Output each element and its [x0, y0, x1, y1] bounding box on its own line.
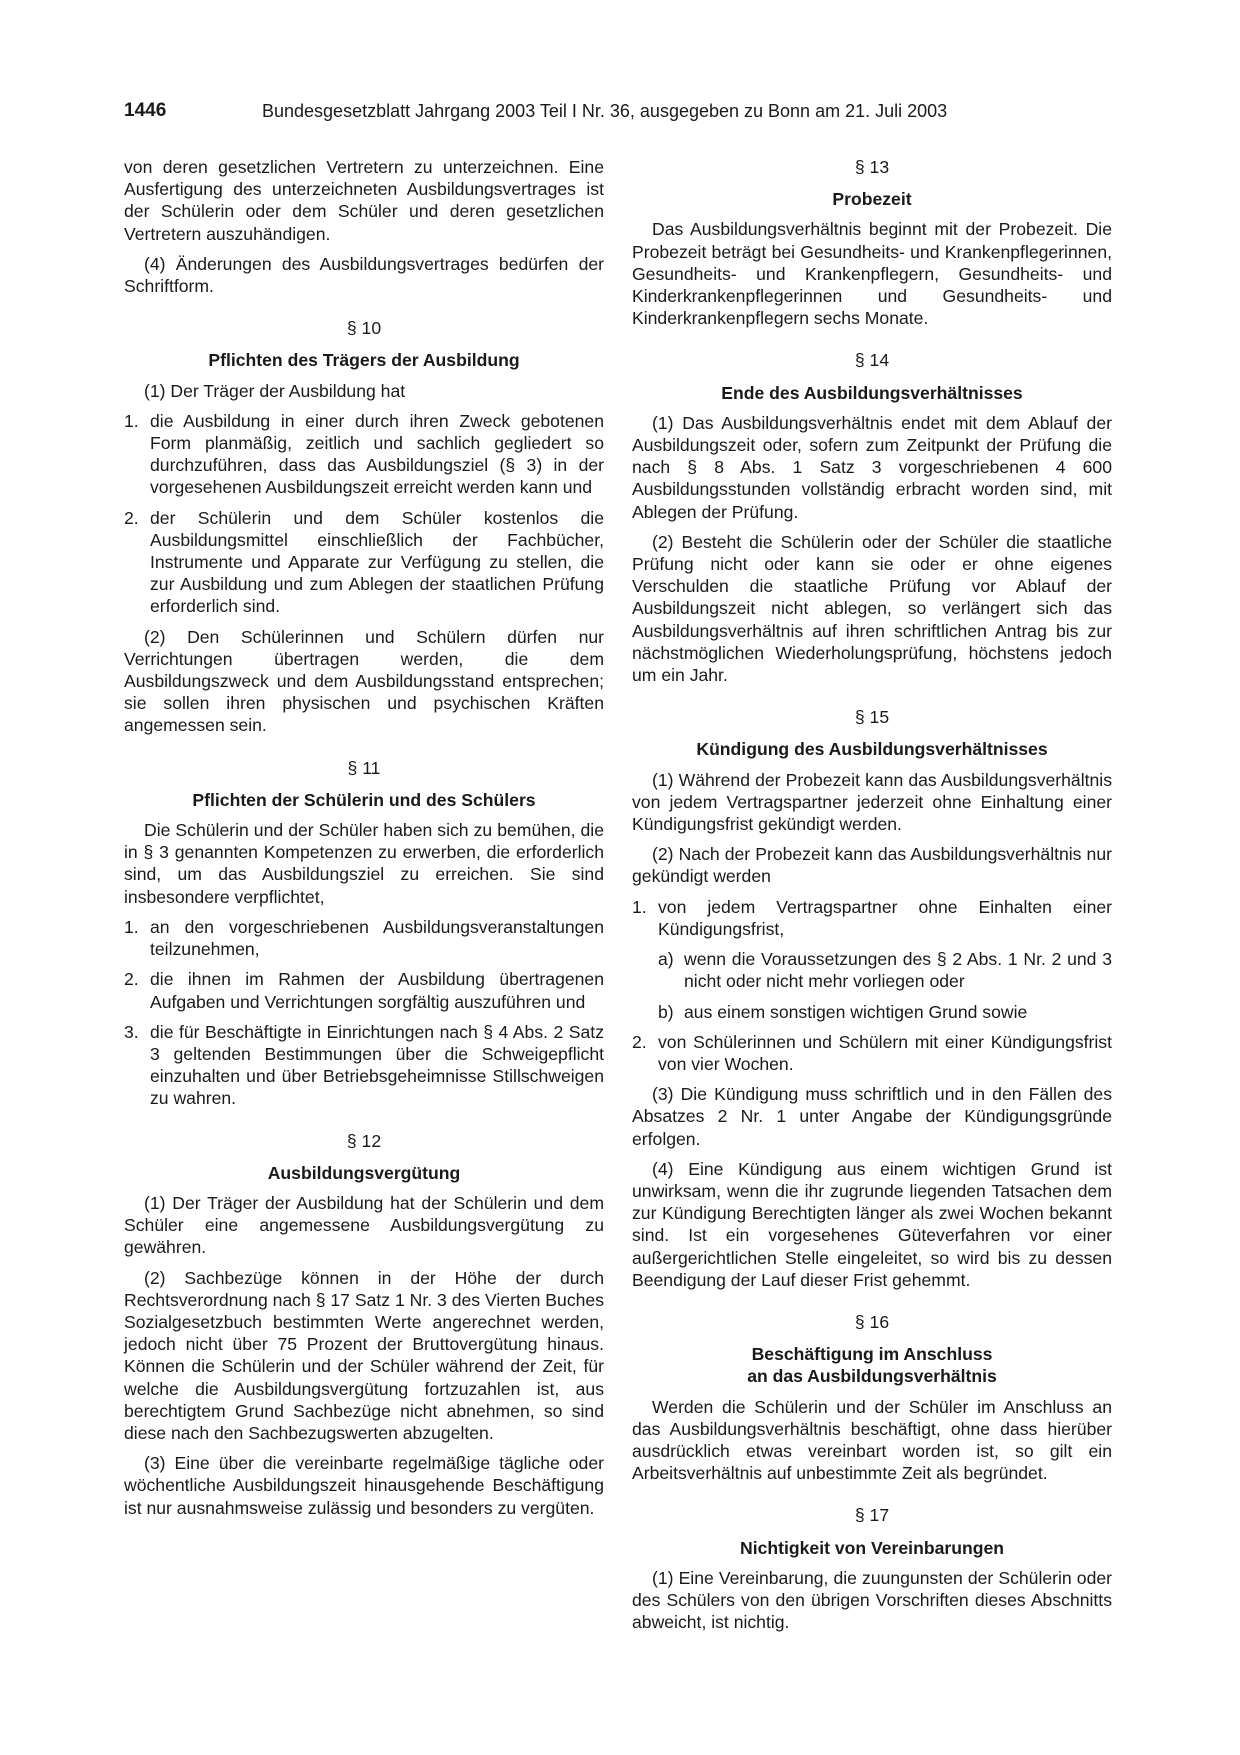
- running-header: [124, 100, 1114, 126]
- paragraph: (1) Während der Probezeit kann das Ausbildungsverhältnis von jedem Vertragspartner jederzeit ohne Einhaltung einer Kündigungsfrist gekündigt werden.: [632, 769, 1112, 835]
- list-item: [124, 968, 604, 1012]
- section-number: § 11: [347, 757, 381, 778]
- list-item: [124, 1021, 604, 1110]
- section-title: Nichtigkeit von Vereinbarungen: [740, 1537, 1004, 1558]
- list-number: 1.: [632, 896, 647, 917]
- list-number: 3.: [124, 1021, 139, 1042]
- paragraph: Das Ausbildungsverhältnis beginnt mit der Probezeit. Die Probezeit beträgt bei Gesundheits- und Krankenpflegerinnen, Gesundheits- und Krankenpflegern, Gesundheits- und Kinderkrankenpflegerinnen und Gesundheits- und Kinderkrankenpflegern sechs Monate.: [632, 219, 1112, 329]
- list-number: 1.: [124, 916, 139, 937]
- section-title-line: Beschäftigung im Anschluss: [751, 1344, 993, 1365]
- paragraph: (2) Sachbezüge können in der Höhe der durch Rechtsverordnung nach § 17 Satz 1 Nr. 3 des Vierten Buches Sozialgesetzbuch bestimmten Werte angerechnet werden, jedoch nicht über 75 Prozent der Bruttovergütung hinaus. Können die Schülerin und der Schüler während der Zeit, für welche die Ausbildungsvergütung fortzuzahlen ist, aus berechtigtem Grund Sachbezüge nicht abnehmen, so sind diese nach den Sachbezugswerten abzugelten.: [124, 1267, 604, 1443]
- section-title: Pflichten des Trägers der Ausbildung: [208, 350, 520, 371]
- paragraph: (4) Änderungen des Ausbildungsvertrages bedürfen der Schriftform.: [124, 253, 604, 297]
- list-text: die für Beschäftigte in Einrichtungen nach § 4 Abs. 2 Satz 3 geltenden Bestimmungen über die Schweigepflicht einzuhalten und über Betriebsgeheimnisse Stillschweigen zu wahren.: [150, 1021, 604, 1109]
- list-text: von Schülerinnen und Schülern mit einer Kündigungsfrist von vier Wochen.: [658, 1031, 1112, 1074]
- sub-list-text: aus einem sonstigen wichtigen Grund sowie: [684, 1001, 1028, 1022]
- sub-list-letter: a): [658, 949, 674, 970]
- section-number: § 13: [854, 157, 890, 177]
- section-number: § 17: [854, 1505, 890, 1526]
- section-number: § 12: [346, 1130, 382, 1151]
- paragraph: (2) Nach der Probezeit kann das Ausbildungsverhältnis nur gekündigt werden: [632, 844, 1112, 887]
- list-item: [632, 1031, 1112, 1075]
- list-number: 2.: [124, 507, 139, 528]
- list-item: [124, 916, 604, 960]
- list-text: an den vorgeschriebenen Ausbildungsveranstaltungen teilzunehmen,: [150, 916, 604, 960]
- section-number: § 15: [854, 707, 890, 728]
- page-number: 1446: [124, 100, 167, 121]
- paragraph: (2) Den Schülerinnen und Schülern dürfen nur Verrichtungen übertragen werden, die dem Ausbildungszweck und dem Ausbildungsstand entsprechen; sie sollen ihren physischen und psychischen Kräften angemessen sein.: [124, 626, 604, 736]
- sub-list-letter: b): [658, 1001, 674, 1022]
- paragraph: (1) Eine Vereinbarung, die zuungunsten der Schülerin oder des Schülers von den übrigen Vorschriften dieses Abschnitts abweicht, ist nichtig.: [632, 1567, 1112, 1633]
- list-item: [124, 410, 604, 499]
- list-number: 2.: [124, 969, 139, 990]
- list-text: die ihnen im Rahmen der Ausbildung übertragenen Aufgaben und Verrichtungen sorgfältig auszuführen und: [150, 969, 604, 1012]
- left-column: [124, 156, 604, 1527]
- section-title: Ende des Ausbildungsverhältnisses: [721, 382, 1023, 403]
- list-item: [632, 896, 1112, 940]
- paragraph: (4) Eine Kündigung aus einem wichtigen Grund ist unwirksam, wenn die ihr zugrunde liegenden Tatsachen dem zur Kündigung Berechtigten länger als zwei Wochen bekannt sind. Ist ein vorgesehenes Güteverfahren vor einer außergerichtlichen Stelle eingeleitet, so wird bis zu dessen Beendigung der Lauf dieser Frist gehemmt.: [632, 1158, 1112, 1290]
- list-text: von jedem Vertragspartner ohne Einhalten einer Kündigungsfrist,: [658, 896, 1112, 939]
- paragraph: (3) Die Kündigung muss schriftlich und in den Fällen des Absatzes 2 Nr. 1 unter Angabe der Kündigungsgründe erfolgen.: [632, 1084, 1112, 1149]
- header-title: Bundesgesetzblatt Jahrgang 2003 Teil I Nr. 36, ausgegeben zu Bonn am 21. Juli 2003: [262, 101, 948, 121]
- list-text: der Schülerin und dem Schüler kostenlos die Ausbildungsmittel einschließlich der Fachbücher, Instrumente und Apparate zur Verfügung zu stellen, die zur Ausbildung und zum Ablegen der staatlichen Prüfung erforderlich sind.: [150, 507, 604, 617]
- section-title: Kündigung des Ausbildungsverhältnisses: [696, 739, 1048, 760]
- section-title-line: an das Ausbildungsverhältnis: [747, 1366, 997, 1387]
- list-text: die Ausbildung in einer durch ihren Zweck gebotenen Form planmäßig, zeitlich und sachlich gegliedert so durchzuführen, dass das Ausbildungsziel (§ 3) in der vorgesehenen Ausbildungszeit erreicht werden kann und: [150, 410, 604, 498]
- section-number: § 10: [346, 318, 382, 339]
- right-column: [632, 156, 1112, 1641]
- section-title: Probezeit: [832, 189, 912, 210]
- paragraph: Werden die Schülerin und der Schüler im Anschluss an das Ausbildungsverhältnis beschäftigt, ohne dass hierüber ausdrücklich etwas vereinbart worden ist, so gilt ein Arbeitsverhältnis auf unbestimmte Zeit als begründet.: [632, 1396, 1112, 1484]
- sub-list-item: [658, 1001, 1112, 1023]
- paragraph: (1) Das Ausbildungsverhältnis endet mit dem Ablauf der Ausbildungszeit oder, sofern zum Zeitpunkt der Prüfung die nach § 8 Abs. 1 Satz 3 vorgeschriebenen 4 600 Ausbildungsstunden vollständig erbracht worden sind, mit Ablegen der Prüfung.: [632, 412, 1112, 522]
- section-title: [632, 1343, 1112, 1387]
- paragraph: (1) Der Träger der Ausbildung hat: [144, 380, 406, 401]
- section-number: § 14: [854, 350, 890, 371]
- continuation-paragraph: von deren gesetzlichen Vertretern zu unterzeichnen. Eine Ausfertigung des unterzeichneten Ausbildungsvertrages ist der Schülerin oder dem Schüler und deren gesetzlichen Vertretern auszuhändigen.: [124, 157, 604, 244]
- list-number: 2.: [632, 1031, 647, 1052]
- paragraph: (2) Besteht die Schülerin oder der Schüler die staatliche Prüfung nicht oder kann sie oder er ohne eigenes Verschulden die staatliche Prüfung vor Ablauf der Ausbildungszeit nicht ablegen, so verlängert sich das Ausbildungsverhältnis auf ihren schriftlichen Antrag bis zur nächstmöglichen Wiederholungsprüfung, höchstens jedoch um ein Jahr.: [632, 531, 1112, 686]
- paragraph: Die Schülerin und der Schüler haben sich zu bemühen, die in § 3 genannten Kompetenzen zu erwerben, die erforderlich sind, um das Ausbildungsziel zu erreichen. Sie sind insbesondere verpflichtet,: [124, 820, 604, 907]
- section-title: Pflichten der Schülerin und des Schülers: [192, 789, 536, 810]
- list-number: 1.: [124, 410, 139, 431]
- paragraph: (1) Der Träger der Ausbildung hat der Schülerin und dem Schüler eine angemessene Ausbildungsvergütung zu gewähren.: [124, 1192, 604, 1258]
- list-item: [124, 507, 604, 618]
- section-number: § 16: [854, 1311, 890, 1332]
- sub-list-text: wenn die Voraussetzungen des § 2 Abs. 1 Nr. 2 und 3 nicht oder nicht mehr vorliegen oder: [684, 949, 1112, 992]
- paragraph: (3) Eine über die vereinbarte regelmäßige tägliche oder wöchentliche Ausbildungszeit hinausgehende Beschäftigung ist nur ausnahmsweise zulässig und besonders zu vergüten.: [124, 1453, 604, 1518]
- section-title: Ausbildungsvergütung: [267, 1162, 461, 1183]
- sub-list-item: [658, 948, 1112, 992]
